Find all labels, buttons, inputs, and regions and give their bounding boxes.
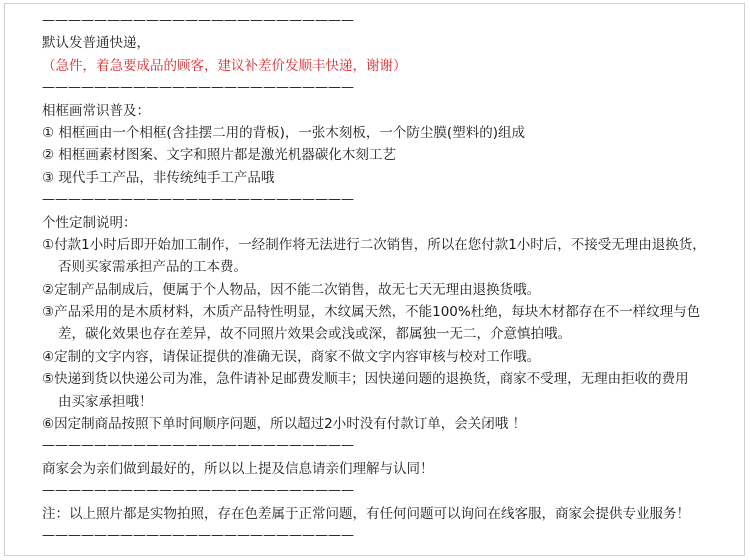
separator: ———————————————————————— (42, 192, 354, 208)
custom-item-3-line-1: ③产品采用的是木质材料，木质产品特性明显，木纹属天然，不能100%杜绝，每块木材都存在不一样纹理与色 (42, 304, 701, 321)
shipping-default: 默认发普通快递， (42, 35, 150, 52)
knowledge-title: 相框画常识普及： (42, 102, 150, 119)
knowledge-item-3: ③ 现代手工产品，非传统纯手工产品哦 (42, 169, 275, 186)
custom-item-1-line-1: ①付款1小时后即开始加工制作，一经制作将无法进行二次销售，所以在您付款1小时后，不接受无理由退换货， (42, 236, 706, 253)
closing-statement: 商家会为亲们做到最好的，所以以上提及信息请亲们理解与认同！ (42, 460, 434, 477)
separator: ———————————————————————— (42, 13, 354, 28)
custom-item-5-line-1: ⑤快递到货以快递公司为准，急件请补足邮费发顺丰；因快递问题的退换货，商家不受理，无理由拒收的费用 (42, 371, 689, 388)
custom-item-6: ⑥因定制商品按照下单时间顺序问题，所以超过2小时没有付款订单，会关闭哦 ！ (42, 416, 526, 433)
knowledge-item-2: ② 相框画素材图案、文字和照片都是激光机器碳化木刻工艺 (42, 147, 396, 164)
custom-item-2: ②定制产品制成后，便属于个人物品，因不能二次销售，故无七天无理由退换货哦。 (42, 281, 541, 298)
separator: ———————————————————————— (42, 438, 354, 454)
separator: ———————————————————————— (42, 527, 354, 543)
urgent-shipping-note: （急件，着急要成品的顾客，建议补差价发顺丰快递，谢谢） (42, 57, 407, 74)
custom-item-3-line-2: 差，碳化效果也存在差异，故不同照片效果会或浅或深，都属独一无二，介意慎拍哦。 (58, 326, 571, 343)
separator: ———————————————————————— (42, 483, 354, 499)
notice-content (42, 10, 722, 547)
custom-item-1-line-2: 否则买家需承担产品的工本费。 (58, 259, 247, 276)
separator: ———————————————————————— (42, 80, 354, 96)
custom-item-5-line-2: 由买家承担哦！ (58, 393, 153, 410)
knowledge-item-1: ① 相框画由一个相框(含挂摆二用的背板)，一张木刻板，一个防尘膜(塑料的)组成 (42, 124, 525, 141)
custom-title: 个性定制说明： (42, 214, 137, 231)
custom-item-4: ④定制的文字内容，请保证提供的准确无误，商家不做文字内容审核与校对工作哦。 (42, 348, 541, 365)
photo-note: 注：以上照片都是实物拍照，存在色差属于正常问题，有任何问题可以询问在线客服，商家会提供专业服务！ (42, 505, 690, 522)
